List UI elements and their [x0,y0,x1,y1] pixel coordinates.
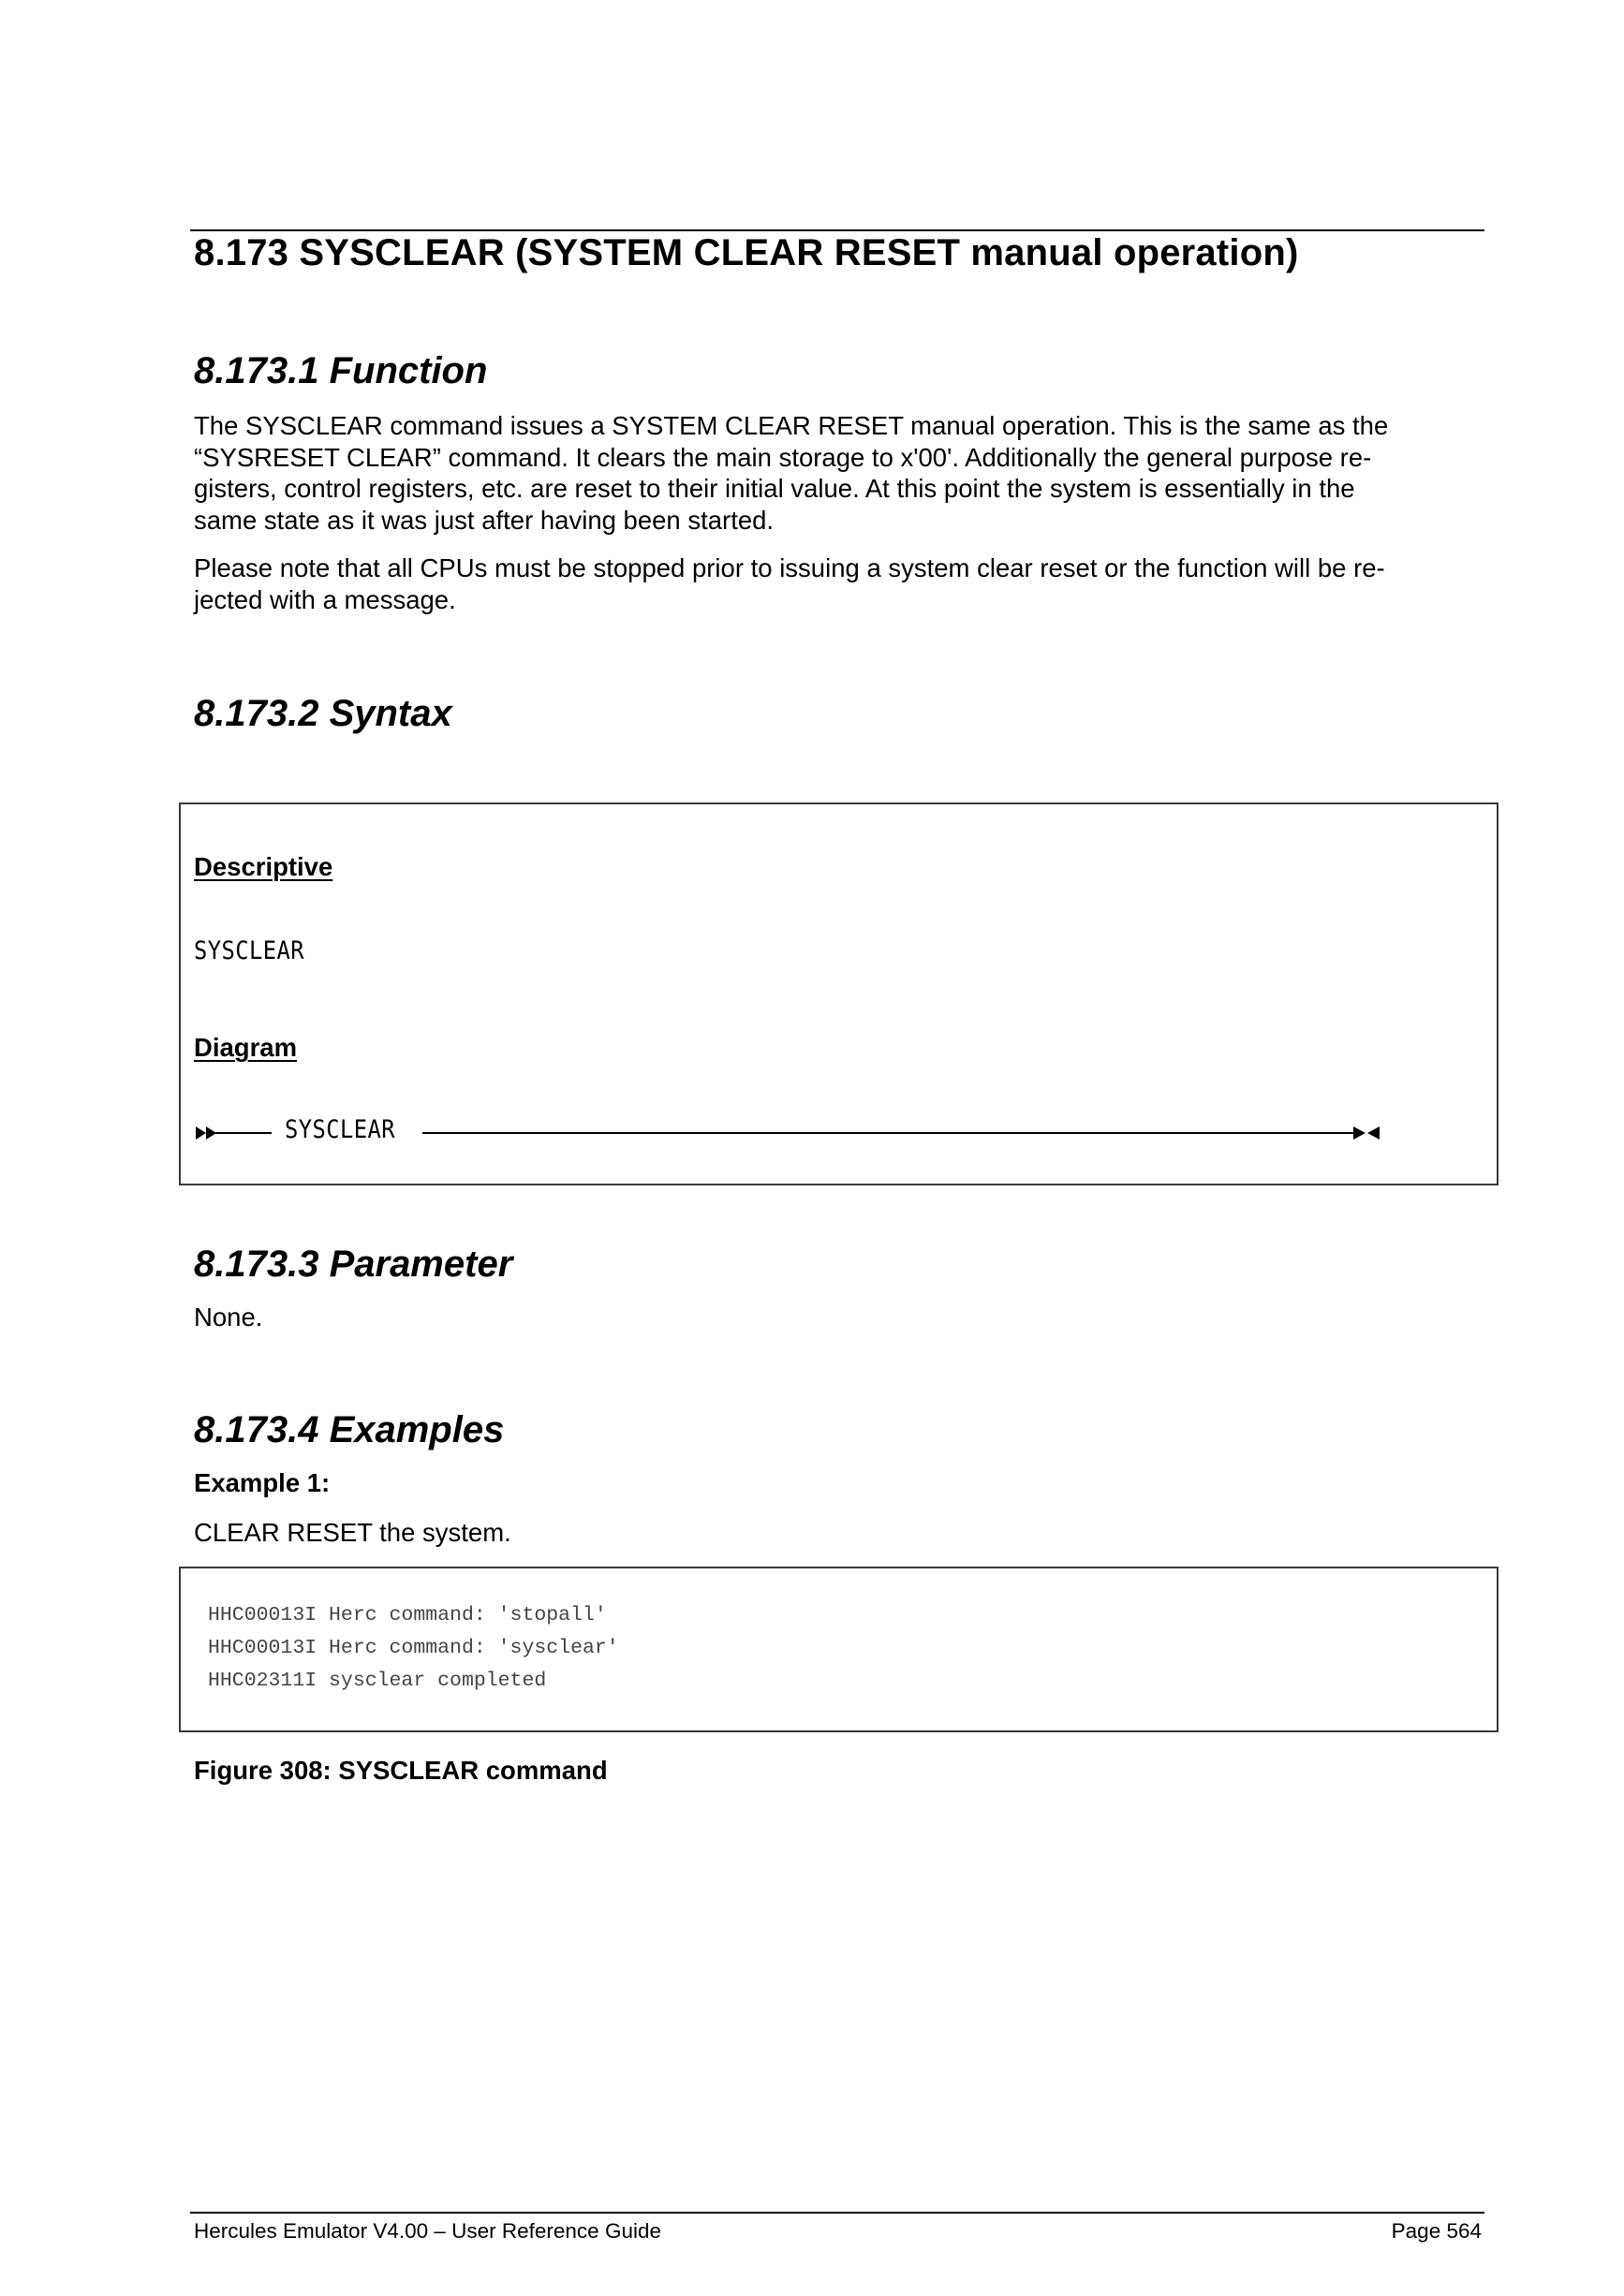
function-paragraph-2 [194,552,1496,615]
page-number: Page 564 [1391,2219,1482,2243]
parameter-heading: 8.173.3 Parameter [194,1244,513,1285]
syntax-heading: 8.173.2 Syntax [194,693,452,734]
example-description: CLEAR RESET the system. [194,1518,511,1547]
code-line: HHC00013I Herc command: 'sysclear' [208,1637,619,1659]
function-heading: 8.173.1 Function [194,350,488,391]
paragraph-line: same state as it was just after having been started. [194,505,775,535]
function-paragraph-1 [194,410,1496,536]
diagram-label: Diagram [194,1033,298,1062]
example-title: Example 1: [194,1468,331,1497]
header-rule [190,229,1484,231]
footer-title: Hercules Emulator V4.00 – User Reference Guide [194,2219,661,2243]
paragraph-line: jected with a message. [194,584,456,614]
section-title: 8.173 SYSCLEAR (SYSTEM CLEAR RESET manual operation) [194,232,1299,273]
paragraph-line: gisters, control registers, etc. are reset to their initial value. At this point the system is essentially in the [194,474,1355,503]
figure-caption: Figure 308: SYSCLEAR command [194,1756,608,1785]
double-arrow-start-icon [196,1126,216,1140]
descriptive-syntax: SYSCLEAR [194,936,304,965]
examples-heading: 8.173.4 Examples [194,1409,505,1450]
code-line: HHC00013I Herc command: 'stopall' [208,1604,607,1626]
paragraph-line: Please note that all CPUs must be stopped prior to issuing a system clear reset or the function will be re- [194,553,1385,582]
paragraph-line: The SYSCLEAR command issues a SYSTEM CLEAR RESET manual operation. This is the same as the [194,411,1389,440]
arrow-end-icon [1353,1126,1380,1140]
footer-rule [190,2212,1484,2214]
code-line: HHC02311I sysclear completed [208,1670,547,1692]
parameter-text: None. [194,1303,263,1332]
diagram-keyword: SYSCLEAR [285,1115,395,1144]
descriptive-label: Descriptive [194,852,333,881]
paragraph-line: “SYSRESET CLEAR” command. It clears the main storage to x'00'. Additionally the general purpose re- [194,442,1372,472]
